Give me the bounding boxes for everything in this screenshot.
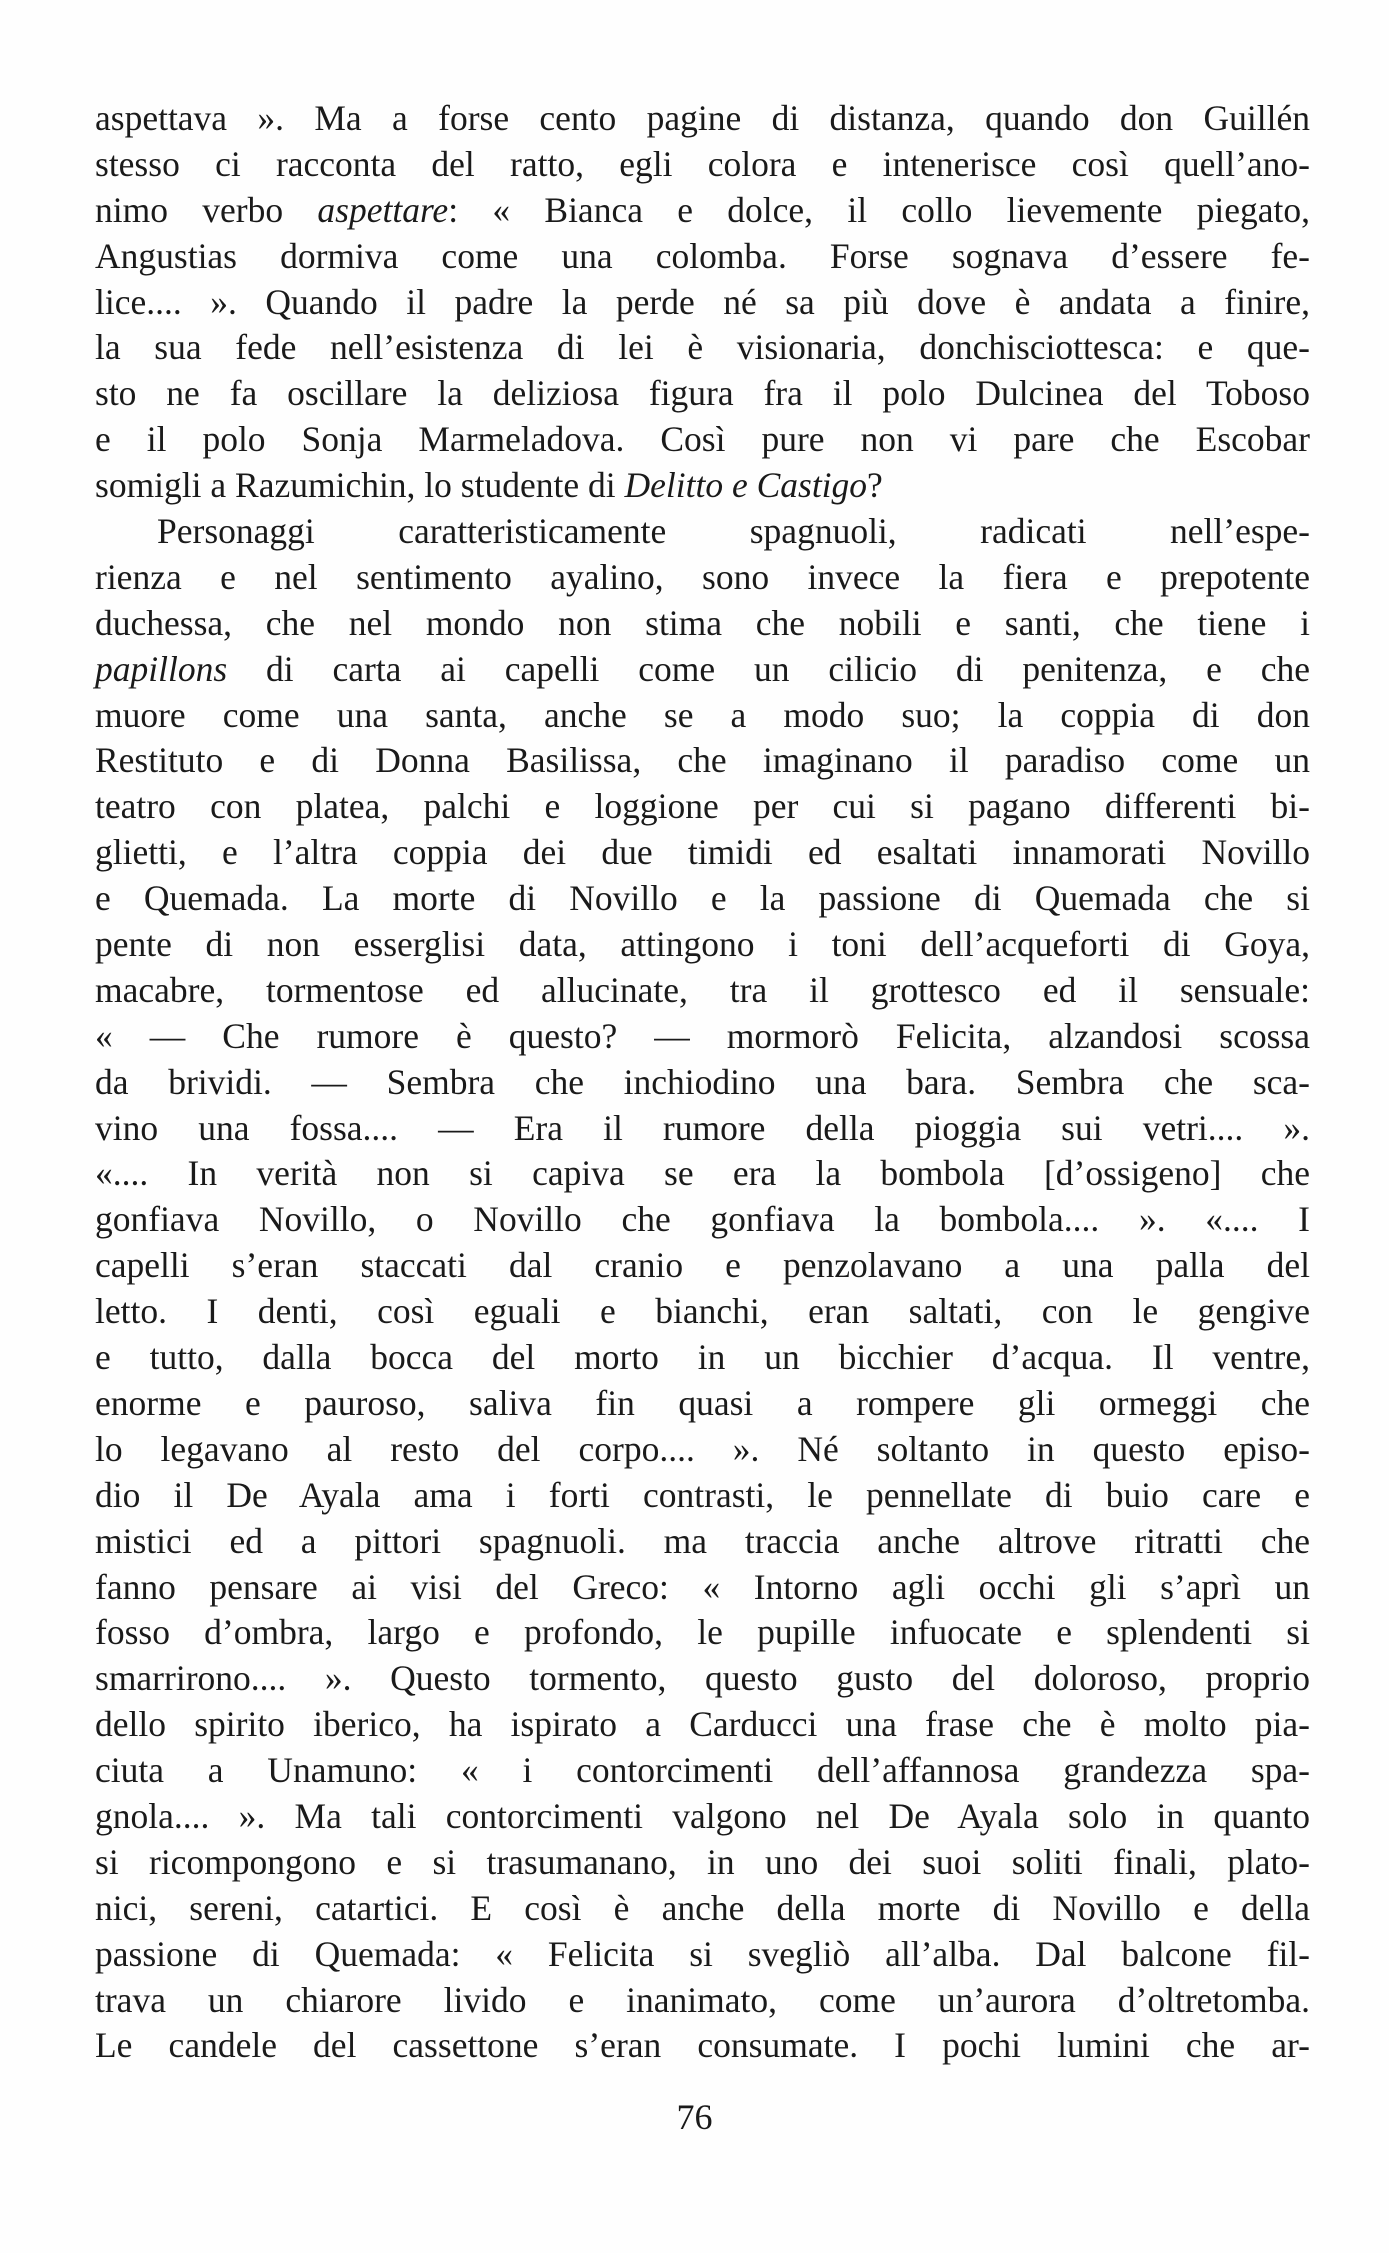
text-line [95,142,1310,188]
text-line [95,1335,1310,1381]
text-line [95,1656,1310,1702]
text-line [95,647,1310,693]
text-segment: fosso d’ombra, largo e profondo, le pupille infuocate e splendenti si [95,1612,1310,1653]
text-line [95,968,1310,1014]
text-segment: rienza e nel sentimento ayalino, sono invece la fiera e prepotente [95,556,1310,597]
text-line [95,1794,1310,1840]
text-segment: dio il De Ayala ama i forti contrasti, le pennellate di buio care e [95,1474,1310,1515]
text-line [95,1519,1310,1565]
text-segment: passione di Quemada: « Felicita si svegliò all’alba. Dal balcone fil- [95,1933,1310,1974]
text-line [95,371,1310,417]
text-segment: e Quemada. La morte di Novillo e la passione di Quemada che si [95,878,1310,919]
text-segment: : « Bianca e dolce, il collo lievemente piegato, [448,189,1310,230]
text-segment: gonfiava Novillo, o Novillo che gonfiava la bombola.... ». «.... I [95,1199,1310,1240]
text-segment: macabre, tormentose ed allucinate, tra il grottesco ed il sensuale: [95,969,1310,1010]
text-segment: nici, sereni, catartici. E così è anche della morte di Novillo e della [95,1887,1310,1928]
text-segment: lice.... ». Quando il padre la perde né sa più dove è andata a finire, [95,281,1310,322]
text-segment: stesso ci racconta del ratto, egli colora e intenerisce così quell’ano- [95,143,1310,184]
text-line [95,1565,1310,1611]
text-segment: smarrirono.... ». Questo tormento, questo gusto del doloroso, proprio [95,1658,1310,1699]
text-line [95,2023,1310,2069]
text-segment: teatro con platea, palchi e loggione per cui si pagano differenti bi- [95,786,1310,827]
text-line [95,693,1310,739]
text-segment: ciuta a Unamuno: « i contorcimenti dell’affannosa grandezza spa- [95,1750,1310,1791]
text-segment: trava un chiarore livido e inanimato, come un’aurora d’oltretomba. [95,1979,1310,2020]
text-segment: Angustias dormiva come una colomba. Forse sognava d’essere fe- [95,235,1310,276]
text-line [95,509,1310,555]
text-segment: Personaggi caratteristicamente spagnuoli, radicati nell’espe- [157,511,1310,552]
body-text [95,96,1310,2069]
text-line [95,234,1310,280]
text-segment: letto. I denti, così eguali e bianchi, eran saltati, con le gengive [95,1291,1310,1332]
text-segment: glietti, e l’altra coppia dei due timidi ed esaltati innamorati Novillo [95,832,1310,873]
text-line [95,1106,1310,1152]
text-segment: e tutto, dalla bocca del morto in un bicchier d’acqua. Il ventre, [95,1337,1310,1378]
text-line [95,1060,1310,1106]
text-line [95,830,1310,876]
text-segment: ? [867,465,883,506]
text-line [95,876,1310,922]
text-line [95,1427,1310,1473]
text-line [95,1289,1310,1335]
text-segment: di carta ai capelli come un cilicio di penitenza, e che [227,648,1310,689]
text-segment: pente di non esserglisi data, attingono i toni dell’acqueforti di Goya, [95,924,1310,965]
text-segment: capelli s’eran staccati dal cranio e penzolavano a una palla del [95,1245,1310,1286]
text-segment: vino una fossa.... — Era il rumore della pioggia sui vetri.... ». [95,1107,1310,1148]
text-line [95,463,1310,509]
text-segment: Le candele del cassettone s’eran consumate. I pochi lumini che ar- [95,2025,1310,2066]
text-line [95,738,1310,784]
text-segment: Restituto e di Donna Basilissa, che imaginano il paradiso come un [95,740,1310,781]
text-line [95,96,1310,142]
text-segment: sto ne fa oscillare la deliziosa figura fra il polo Dulcinea del Toboso [95,373,1310,414]
text-segment: si ricompongono e si trasumanano, in uno dei suoi soliti finali, plato- [95,1841,1310,1882]
text-line [95,280,1310,326]
text-line [95,417,1310,463]
text-segment: la sua fede nell’esistenza di lei è visionaria, donchisciottesca: e que- [95,327,1310,368]
text-segment: e il polo Sonja Marmeladova. Così pure non vi pare che Escobar [95,419,1310,460]
text-line [95,1702,1310,1748]
text-line [95,1473,1310,1519]
text-segment: fanno pensare ai visi del Greco: « Intorno agli occhi gli s’aprì un [95,1566,1310,1607]
text-segment: enorme e pauroso, saliva fin quasi a rompere gli ormeggi che [95,1382,1310,1423]
text-segment: nimo verbo [95,189,318,230]
text-segment: muore come una santa, anche se a modo suo; la coppia di don [95,694,1310,735]
text-line [95,784,1310,830]
text-line [95,1197,1310,1243]
italic-text: papillons [95,648,228,689]
text-segment: aspettava ». Ma a forse cento pagine di distanza, quando don Guillén [95,98,1310,138]
italic-text: aspettare [317,189,449,230]
text-line [95,1886,1310,1932]
text-line [95,1932,1310,1978]
text-line [95,1748,1310,1794]
text-line [95,325,1310,371]
text-line [95,188,1310,234]
text-segment: mistici ed a pittori spagnuoli. ma traccia anche altrove ritratti che [95,1520,1310,1561]
text-line [95,601,1310,647]
text-segment: da brividi. — Sembra che inchiodino una bara. Sembra che sca- [95,1061,1310,1102]
text-segment: « — Che rumore è questo? — mormorò Felicita, alzandosi scossa [95,1015,1310,1056]
italic-text: Delitto e Castigo [624,465,868,506]
text-line [95,1610,1310,1656]
text-line [95,1151,1310,1197]
text-line [95,922,1310,968]
text-segment: gnola.... ». Ma tali contorcimenti valgono nel De Ayala solo in quanto [95,1795,1310,1836]
text-segment: somigli a Razumichin, lo studente di [95,465,625,506]
page-number: 76 [676,2097,713,2137]
text-segment: duchessa, che nel mondo non stima che nobili e santi, che tiene i [95,602,1310,643]
text-segment: «.... In verità non si capiva se era la bombola [d’ossigeno] che [95,1153,1310,1194]
text-segment: lo legavano al resto del corpo.... ». Né soltanto in questo episo- [95,1428,1310,1469]
text-line [95,1978,1310,2024]
text-line [95,1381,1310,1427]
text-segment: dello spirito iberico, ha ispirato a Carducci una frase che è molto pia- [95,1704,1310,1745]
text-line [95,555,1310,601]
text-line [95,1243,1310,1289]
text-line [95,1840,1310,1886]
text-line [95,1014,1310,1060]
